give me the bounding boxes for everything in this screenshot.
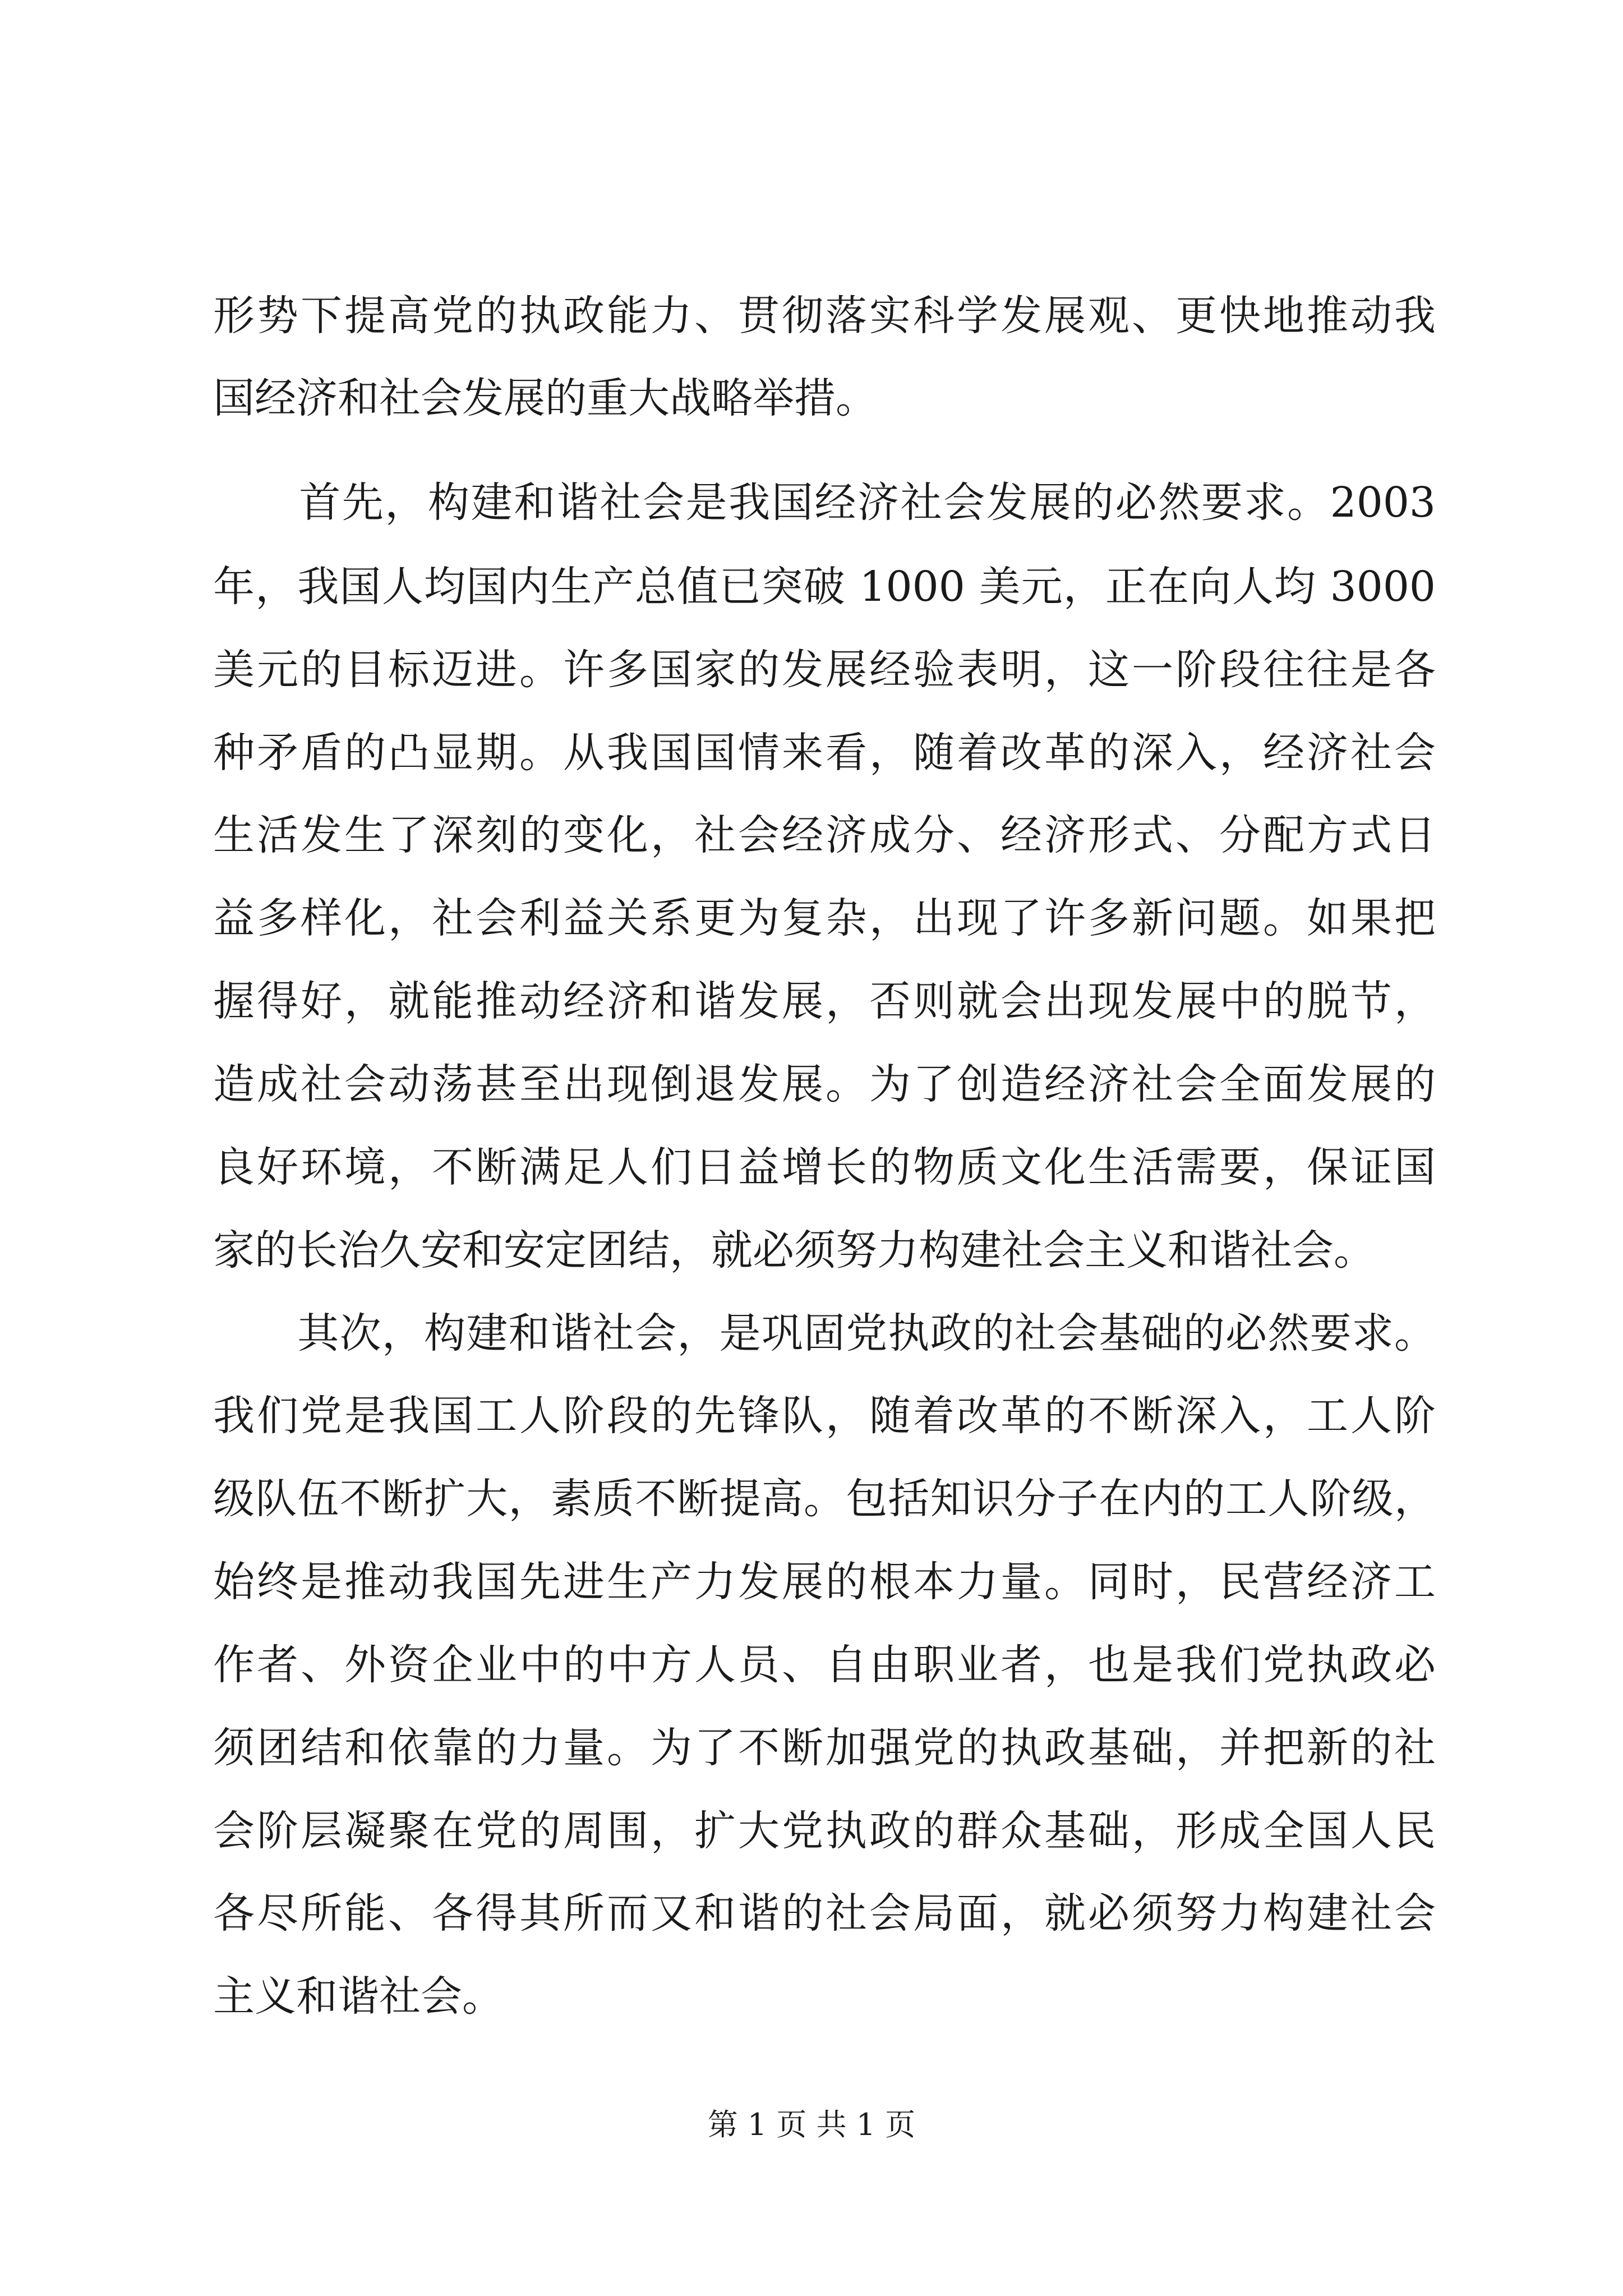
text-line: 会阶层凝聚在党的周围，扩大党执政的群众基础，形成全国人民: [213, 1807, 1436, 1855]
text-line: 生活发生了深刻的变化，社会经济成分、经济形式、分配方式日: [213, 811, 1436, 859]
text-line: 须团结和依靠的力量。为了不断加强党的执政基础，并把新的社: [213, 1724, 1436, 1772]
text-line: 我们党是我国工人阶段的先锋队，随着改革的不断深入，工人阶: [213, 1392, 1436, 1440]
text-line: 年，我国人均国内生产总值已突破 1000 美元，正在向人均 3000: [213, 563, 1436, 611]
text-line: 国经济和社会发展的重大战略举措。: [213, 374, 877, 422]
text-line: 美元的目标迈进。许多国家的发展经验表明，这一阶段往往是各: [213, 646, 1436, 694]
text-line: 种矛盾的凸显期。从我国国情来看，随着改革的深入，经济社会: [213, 729, 1436, 777]
text-line: 家的长治久安和安定团结，就必须努力构建社会主义和谐社会。: [213, 1226, 1375, 1274]
text-line: 良好环境，不断满足人们日益增长的物质文化生活需要，保证国: [213, 1143, 1436, 1191]
text-line: 其次，构建和谐社会，是巩固党执政的社会基础的必然要求。: [213, 1309, 1436, 1358]
text-line: 级队伍不断扩大，素质不断提高。包括知识分子在内的工人阶级，: [213, 1475, 1436, 1523]
text-line: 作者、外资企业中的中方人员、自由职业者，也是我们党执政必: [213, 1641, 1436, 1689]
text-line: 握得好，就能推动经济和谐发展，否则就会出现发展中的脱节，: [213, 977, 1436, 1025]
text-line: 形势下提高党的执政能力、贯彻落实科学发展观、更快地推动我: [213, 292, 1436, 340]
text-line: 主义和谐社会。: [213, 1972, 504, 2021]
text-line: 各尽所能、各得其所而又和谐的社会局面，就必须努力构建社会: [213, 1889, 1436, 1938]
text-line: 造成社会动荡甚至出现倒退发展。为了创造经济社会全面发展的: [213, 1060, 1436, 1108]
page-number-footer: 第 1 页 共 1 页: [707, 2107, 916, 2142]
text-line: 首先，构建和谐社会是我国经济社会发展的必然要求。2003: [213, 478, 1436, 527]
text-line: 益多样化，社会利益关系更为复杂，出现了许多新问题。如果把: [213, 894, 1436, 942]
text-line: 始终是推动我国先进生产力发展的根本力量。同时，民营经济工: [213, 1558, 1436, 1606]
